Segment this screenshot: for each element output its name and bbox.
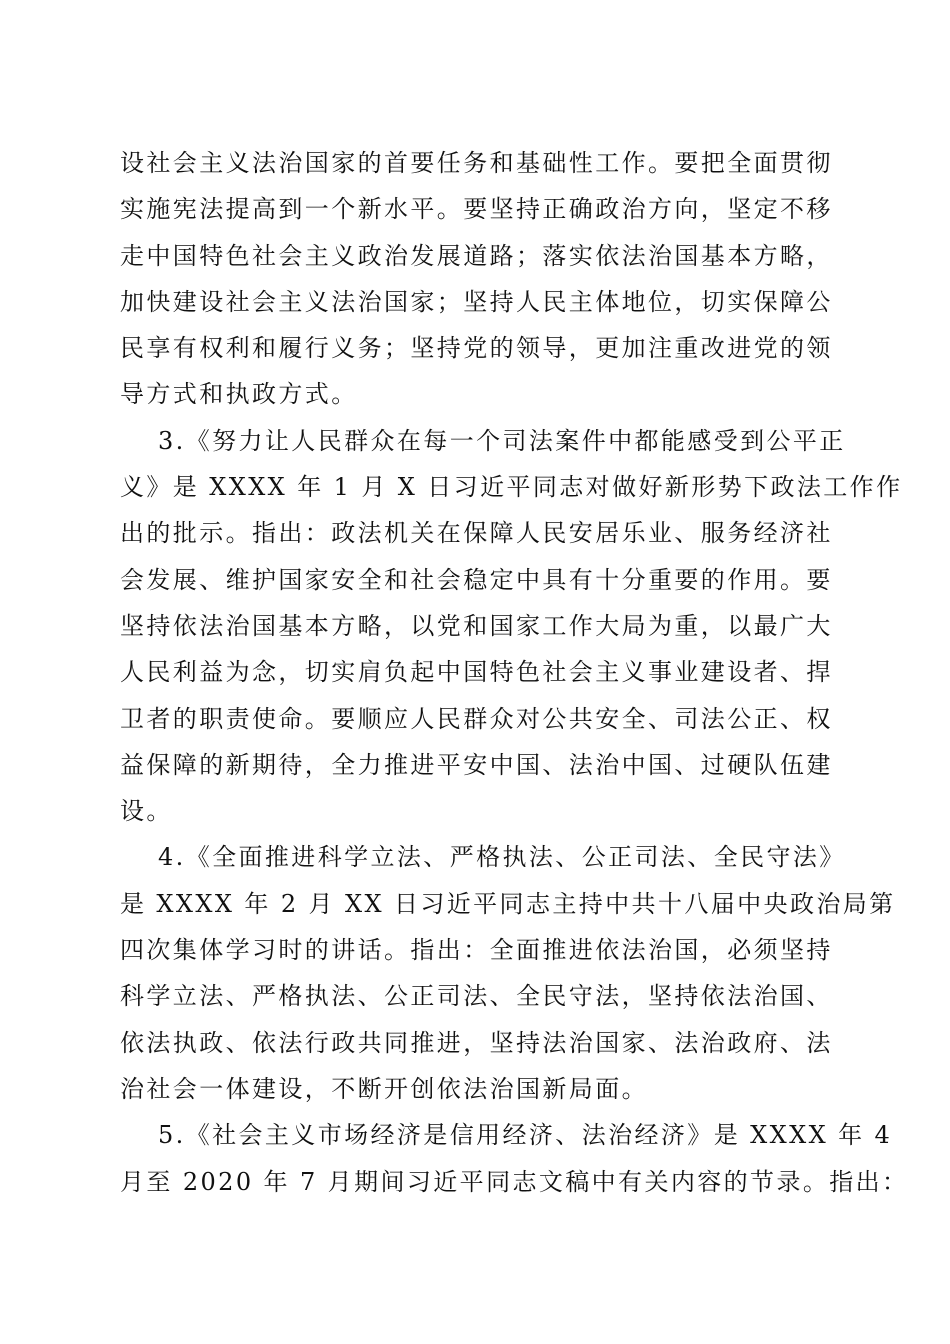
text-line: 四次集体学习时的讲话。指出：全面推进依法治国，必须坚持	[120, 936, 833, 965]
text-line: 益保障的新期待，全力推进平安中国、法治中国、过硬队伍建	[120, 750, 833, 779]
text-line: 实施宪法提高到一个新水平。要坚持正确政治方向，坚定不移	[120, 195, 833, 224]
text-line: 坚持依法治国基本方略，以党和国家工作大局为重，以最广大	[120, 611, 833, 640]
text-line: 人民利益为念，切实肩负起中国特色社会主义事业建设者、捍	[120, 658, 833, 687]
text-line: 设社会主义法治国家的首要任务和基础性工作。要把全面贯彻	[120, 149, 833, 177]
text-line: 是 XXXX 年 2 月 XX 日习近平同志主持中共十八届中央政治局第	[120, 889, 896, 918]
paragraph-5-start: 5.《社会主义市场经济是信用经济、法治经济》是 XXXX 年 4	[158, 1121, 893, 1150]
text-line: 依法执政、依法行政共同推进，坚持法治国家、法治政府、法	[120, 1028, 833, 1057]
paragraph-4-start: 4.《全面推进科学立法、严格执法、公正司法、全民守法》	[158, 843, 846, 872]
text-line: 会发展、维护国家安全和社会稳定中具有十分重要的作用。要	[120, 565, 833, 594]
text-line: 月至 2020 年 7 月期间习近平同志文稿中有关内容的节录。指出：	[120, 1167, 909, 1196]
text-line: 卫者的职责使命。要顺应人民群众对公共安全、司法公正、权	[120, 704, 833, 733]
text-line: 出的批示。指出：政法机关在保障人民安居乐业、服务经济社	[120, 519, 833, 548]
text-line: 治社会一体建设，不断开创依法治国新局面。	[120, 1074, 648, 1103]
text-line: 走中国特色社会主义政治发展道路；落实依法治国基本方略，	[120, 241, 833, 270]
text-line: 设。	[120, 797, 173, 826]
text-line: 义》是 XXXX 年 1 月 X 日习近平同志对做好新形势下政法工作作	[120, 473, 903, 502]
text-line: 导方式和执政方式。	[120, 380, 358, 409]
text-line: 民享有权利和履行义务；坚持党的领导，更加注重改进党的领	[120, 334, 833, 363]
text-line: 加快建设社会主义法治国家；坚持人民主体地位，切实保障公	[120, 287, 833, 316]
document-body	[120, 140, 909, 1205]
text-line: 科学立法、严格执法、公正司法、全民守法，坚持依法治国、	[120, 982, 833, 1011]
paragraph-3-start: 3.《努力让人民群众在每一个司法案件中都能感受到公平正	[158, 426, 846, 455]
